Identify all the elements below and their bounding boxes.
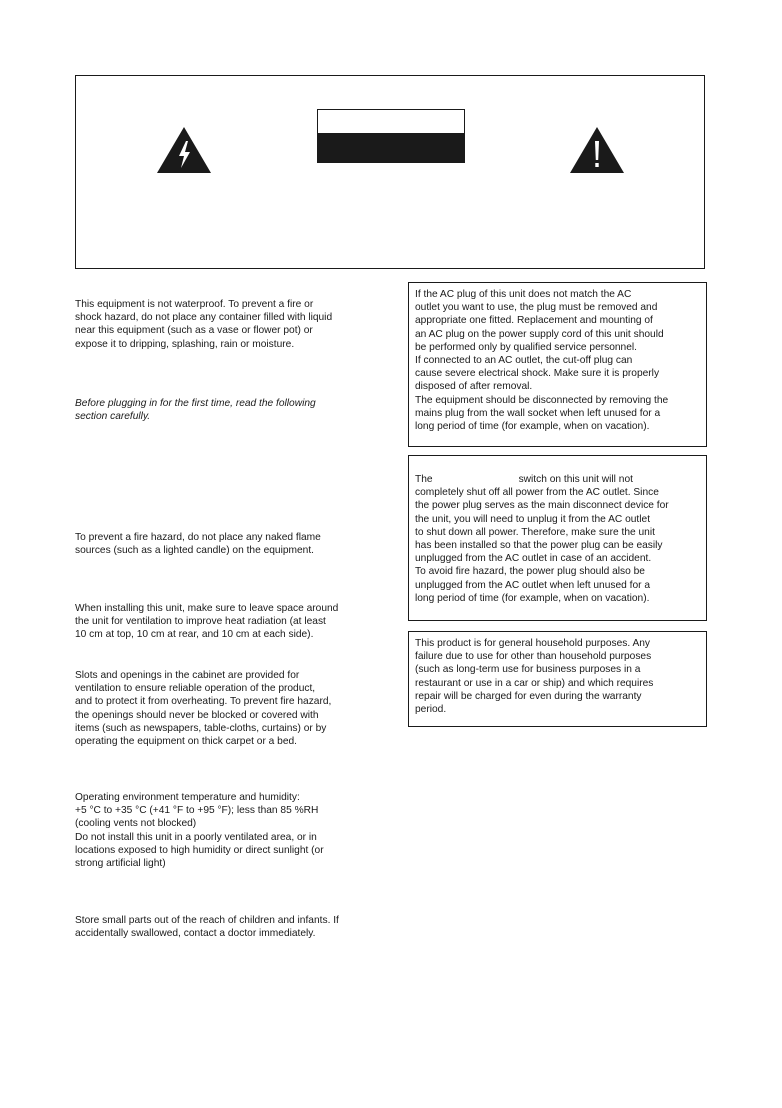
ac-plug-text: If the AC plug of this unit does not match the AC outlet you want to use, the plug must be removed and appropriate one fitted. Replacement and mounting of an AC plug on the power supply cord of this unit should be performed only by qualified service personnel. If connected to an AC outlet, the cut-off plug can cause severe electrical shock. Make sure it is properly disposed of after removal. The equipment should be disconnected by removing the mains plug from the wall socket when left unused for a long period of time (for example, when on vacation). [415,289,669,433]
household-use-text: This product is for general household purposes. Any failure due to use for other than household purposes (such as long-term use for business purposes in a restaurant or use in a car or ship) and which requires repair will be charged for even during the warranty period. [415,638,654,716]
exclamation-triangle-icon [569,126,625,174]
lightning-bolt-triangle-icon [156,126,212,174]
power-switch-intro: The [415,474,433,485]
power-switch-body: switch on this unit will not completely shut off all power from the AC outlet. Since the power plug serves as the main disconnect device for the unit, you will need to unplug it from the AC outlet to shut down all power. Therefore, make sure the unit has been installed so that the power plug can be easily unplugged from the AC outlet in case of an accident. To avoid fire hazard, the power plug should also be unplugged from the AC outlet when left unused for a long period of time (for example, when on vacation). [415,474,669,604]
before-plugging-note: Before plugging in for the first time, read the following section carefully. [75,398,316,423]
naked-flame-warning: To prevent a fire hazard, do not place any naked flame sources (such as a lighted candle) on the equipment. [75,532,321,557]
household-use-box [408,631,707,727]
caution-label-bar-icon [317,109,465,163]
ac-plug-box [408,282,707,447]
ventilation-space-note: When installing this unit, make sure to leave space around the unit for ventilation to improve heat radiation (at least 10 cm at top, 10 cm at rear, and 10 cm at each side). [75,603,339,641]
power-switch-text [415,473,700,605]
power-switch-box [408,455,707,621]
slots-openings-note: Slots and openings in the cabinet are provided for ventilation to ensure reliable operation of the product, and to protect it from overheating. To prevent fire hazard, the openings should never be blocked or covered with items (such as newspapers, table-cloths, curtains) or by operating the equipment on thick carpet or a bed. [75,670,332,748]
safety-warning-panel [75,75,705,269]
waterproof-warning: This equipment is not waterproof. To prevent a fire or shock hazard, do not place any container filled with liquid near this equipment (such as a vase or flower pot) or expose it to dripping, splashing, rain or moisture. [75,299,333,350]
operating-environment-note: Operating environment temperature and humidity: +5 °C to +35 °C (+41 °F to +95 °F); less than 85 %RH (cooling vents not blocked) Do not install this unit in a poorly ventilated area, or in locations exposed to high humidity or direct sunlight (or strong artificial light) [75,792,324,870]
small-parts-warning: Store small parts out of the reach of children and infants. If accidentally swallowed, contact a doctor immediately. [75,915,339,940]
